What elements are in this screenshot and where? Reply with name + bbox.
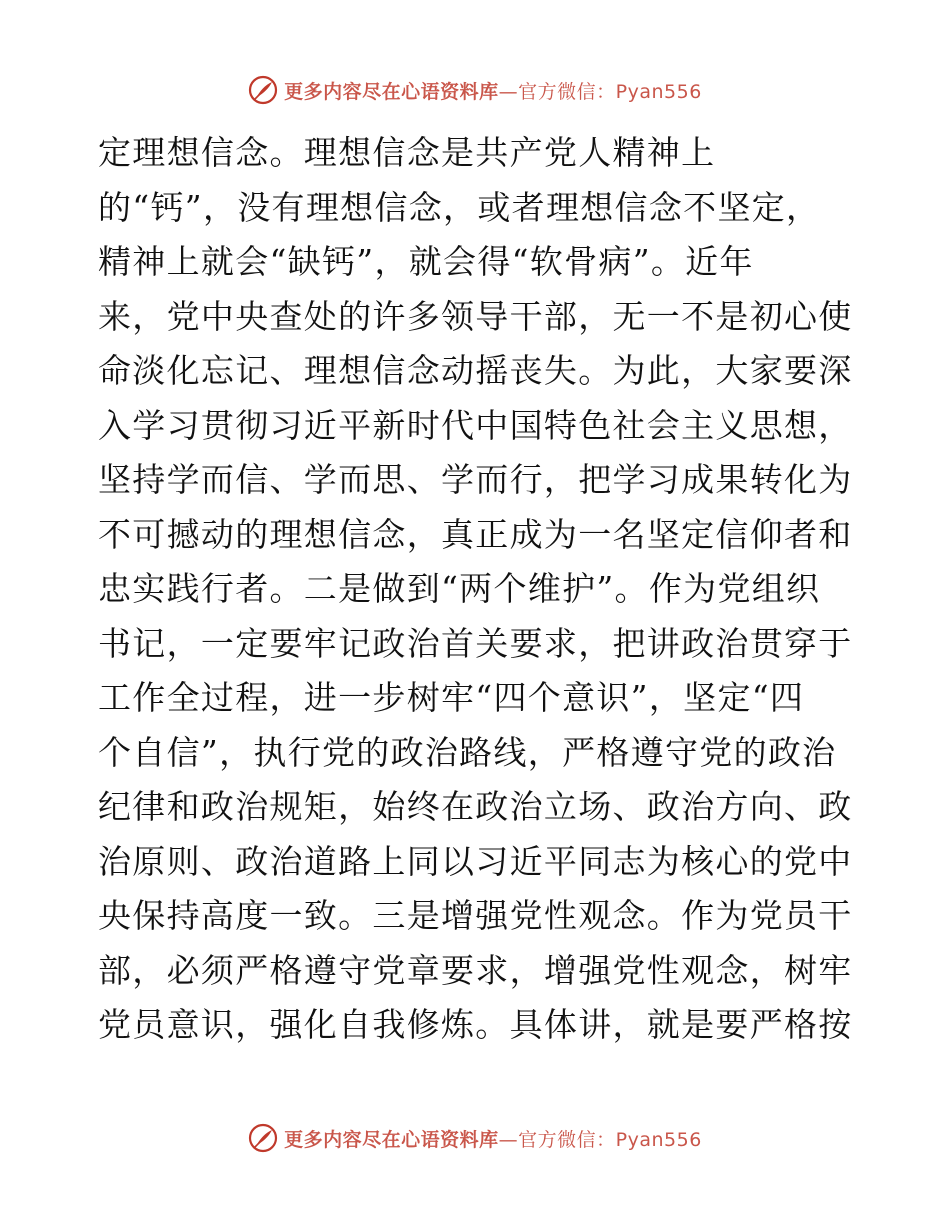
body-line: 纪律和政治规矩，始终在政治立场、政治方向、政 <box>98 787 853 826</box>
watermark-rest: 官方微信：Pyan556 <box>518 1128 702 1151</box>
feather-pen-logo-icon <box>248 75 278 105</box>
body-line: 坚持学而信、学而思、学而行，把学习成果转化为 <box>98 460 853 499</box>
body-line: 定理想信念。理想信念是共产党人精神上 <box>98 133 716 172</box>
body-line: 忠实践行者。二是做到“两个维护”。作为党组织 <box>98 569 821 608</box>
body-line: 入学习贯彻习近平新时代中国特色社会主义思想， <box>98 405 853 445</box>
body-line: 命淡化忘记、理想信念动摇丧失。为此，大家要深 <box>98 351 853 390</box>
body-line: 央保持高度一致。三是增强党性观念。作为党员干 <box>98 896 853 935</box>
body-line: 个自信”，执行党的政治路线，严格遵守党的政治 <box>98 732 837 772</box>
body-line: 的“钙”，没有理想信念，或者理想信念不坚定， <box>98 187 821 227</box>
body-line: 部，必须严格遵守党章要求，增强党性观念，树牢 <box>98 950 853 990</box>
watermark-main: 更多内容尽在心语资料库 <box>284 1128 499 1151</box>
watermark-separator: — <box>498 1128 519 1151</box>
watermark-text <box>284 1125 702 1152</box>
header-watermark <box>0 70 950 110</box>
watermark-separator: — <box>498 80 519 103</box>
body-line: 书记，一定要牢记政治首关要求，把讲政治贯穿于 <box>98 623 853 663</box>
document-body <box>98 126 853 1053</box>
watermark-main: 更多内容尽在心语资料库 <box>284 80 499 103</box>
watermark-rest: 官方微信：Pyan556 <box>518 80 702 103</box>
body-line: 治原则、政治道路上同以习近平同志为核心的党中 <box>98 841 853 881</box>
feather-pen-logo-icon <box>248 1123 278 1153</box>
body-line: 不可撼动的理想信念，真正成为一名坚定信仰者和 <box>98 514 853 554</box>
body-line: 精神上就会“缺钙”，就会得“软骨病”。近年 <box>98 242 754 281</box>
footer-watermark <box>0 1118 950 1158</box>
body-line: 来，党中央查处的许多领导干部，无一不是初心使 <box>98 296 853 336</box>
watermark-text <box>284 77 702 104</box>
body-line: 党员意识，强化自我修炼。具体讲，就是要严格按 <box>98 1005 853 1044</box>
body-line: 工作全过程，进一步树牢“四个意识”，坚定“四 <box>98 678 805 717</box>
